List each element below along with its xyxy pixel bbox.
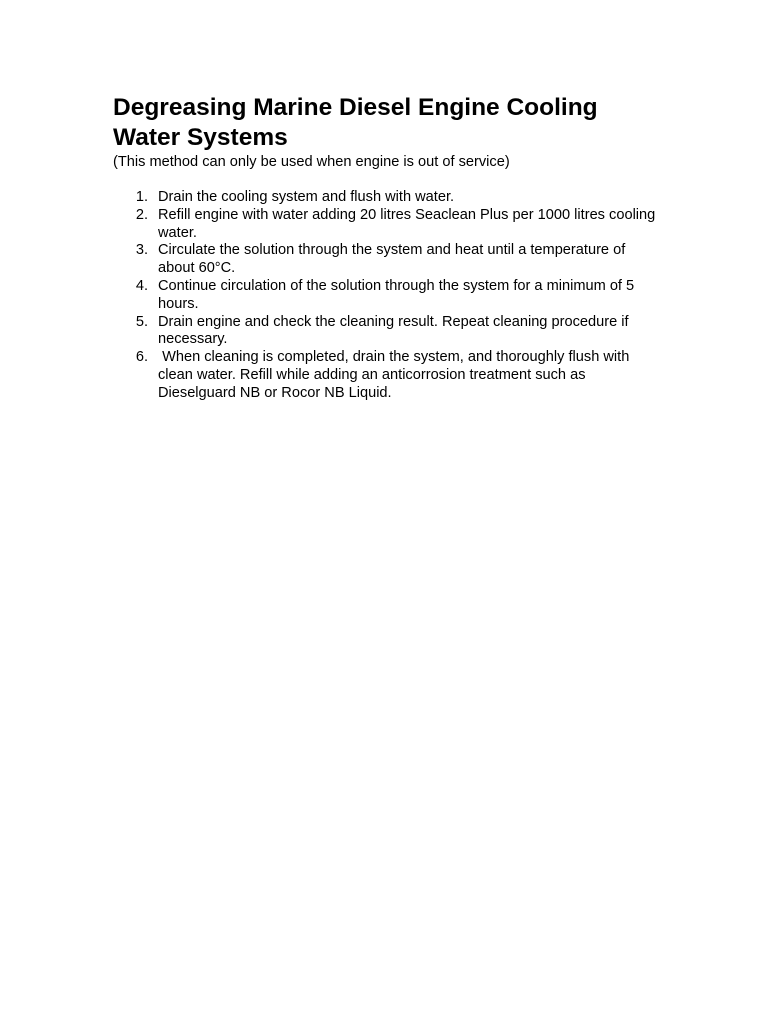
- step-number: 5.: [135, 313, 148, 330]
- step-number: 4.: [135, 277, 148, 294]
- document-subtitle: (This method can only be used when engine is out of service): [113, 154, 510, 170]
- step-number: 6.: [135, 349, 148, 366]
- steps-list: [113, 189, 658, 403]
- step-item: [113, 242, 658, 278]
- step-item: [113, 207, 658, 243]
- step-text: Continue circulation of the solution through the system for a minimum of 5 hours.: [158, 277, 639, 312]
- step-text: Drain the cooling system and flush with water.: [158, 189, 455, 205]
- step-number: 1.: [135, 189, 148, 205]
- step-number: 3.: [135, 242, 148, 259]
- document-title: Degreasing Marine Diesel Engine Cooling Water Systems: [113, 94, 598, 151]
- step-item: [113, 278, 658, 314]
- step-text: Circulate the solution through the system and heat until a temperature of about 60°C.: [158, 242, 630, 277]
- step-number: 2.: [135, 206, 148, 223]
- step-item: [113, 314, 658, 350]
- step-text: Refill engine with water adding 20 litres Seaclean Plus per 1000 litres cooling water.: [158, 206, 660, 241]
- step-item: [113, 349, 658, 402]
- step-text: When cleaning is completed, drain the system, and thoroughly flush with clean water. Refill while adding an anticorrosion treatment such as Dieselguard NB or Rocor NB Liquid.: [158, 349, 634, 401]
- step-item: [113, 189, 658, 207]
- document-page: [113, 93, 658, 403]
- step-text: Drain engine and check the cleaning result. Repeat cleaning procedure if necessary.: [158, 313, 633, 348]
